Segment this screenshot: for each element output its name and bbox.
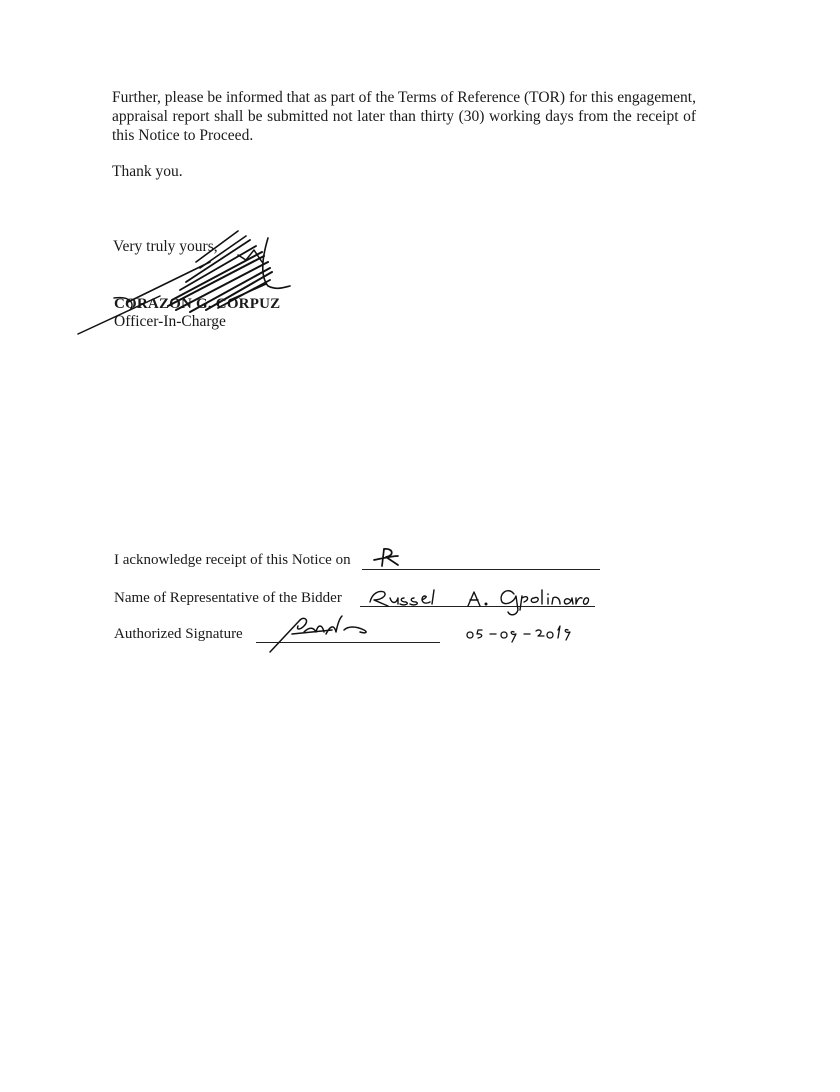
receipt-initial: [374, 549, 398, 566]
date-handwriting: [467, 626, 570, 642]
representative-handwriting: [370, 590, 589, 615]
closing-line: Very truly yours,: [113, 238, 218, 255]
authorized-signature: [270, 616, 366, 652]
signature-line: [256, 642, 440, 643]
signatory-name: CORAZON G. CORPUZ: [114, 296, 281, 312]
receipt-date-line: [362, 569, 600, 570]
signature-label: Authorized Signature: [114, 626, 243, 642]
representative-label: Name of Representative of the Bidder: [114, 590, 342, 606]
representative-line: [360, 606, 595, 607]
body-paragraph: Further, please be informed that as part of the Terms of Reference (TOR) for this engagement, appraisal report shall be submitted not later than thirty (30) working days from the receipt of this Notice to Proceed.: [112, 89, 696, 144]
signatory-title: Officer-In-Charge: [114, 313, 226, 330]
thank-you-line: Thank you.: [112, 163, 183, 180]
receipt-label: I acknowledge receipt of this Notice on: [114, 552, 351, 568]
